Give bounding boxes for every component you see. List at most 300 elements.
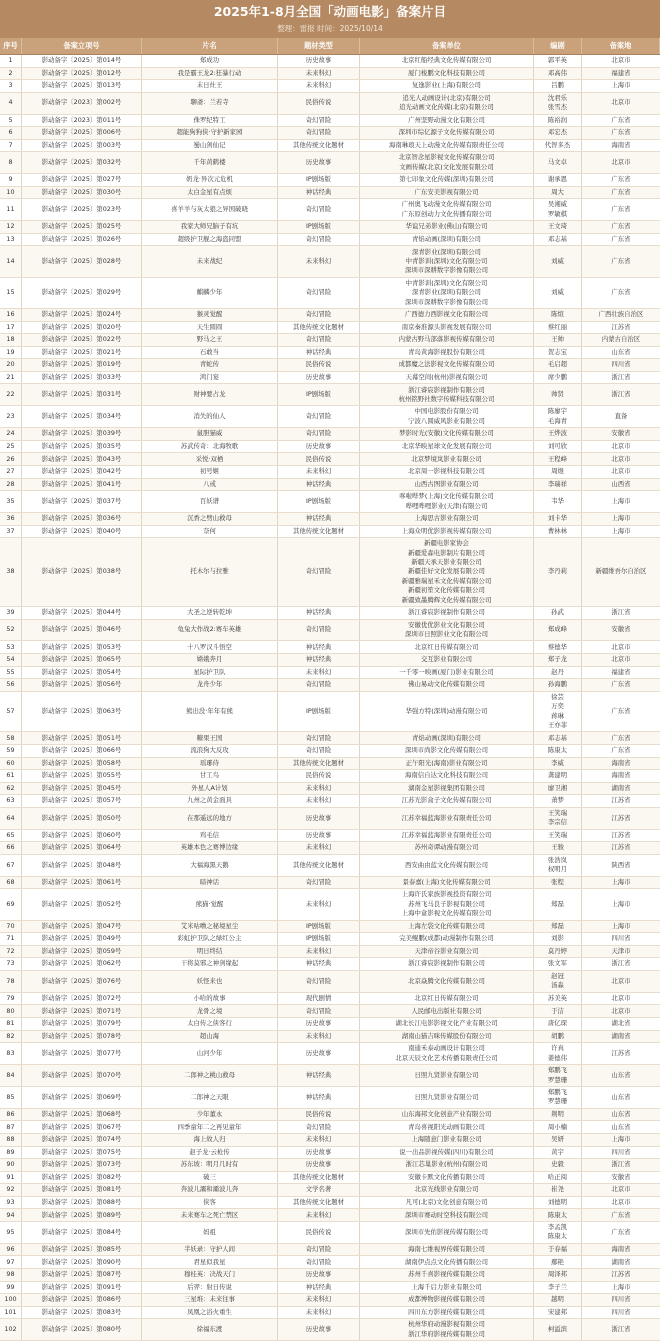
cell-title: 喜羊羊与灰太狼之异国破晓: [142, 199, 278, 220]
cell-writer-line: 邓宏杰: [547, 128, 568, 137]
cell-location: 广东省: [611, 234, 631, 243]
cell-writer-line: 毛启超: [547, 360, 568, 369]
cell-unit-line: 新疆电影家协会: [424, 539, 469, 548]
cell-genre: 民俗传说: [278, 1109, 360, 1121]
table-row: [0, 1018, 660, 1031]
table-row: [0, 1269, 660, 1282]
cell-record-no: 影动备字〔2025〕第051号: [22, 732, 142, 744]
cell-title: 野马之王: [142, 334, 278, 346]
cell-unit: [360, 93, 534, 114]
cell-unit-line: 浙江芯巢影业(杭州)有限公司: [405, 1160, 488, 1169]
cell-genre: 民俗传说: [278, 359, 360, 371]
cell-unit-line: 青岛黄海影视股份有限公司: [408, 347, 485, 356]
cell-writer-line: 刘德明: [547, 1197, 568, 1206]
cell-unit-line: 江苏幸福蓝海影业有限责任公司: [401, 813, 492, 822]
cell-unit: [360, 783, 534, 795]
cell-location: 山东省: [611, 1092, 631, 1101]
cell-writer-line: 龚建明: [547, 771, 568, 780]
cell-index: 93: [0, 1197, 22, 1209]
cell-genre: 历史故事: [278, 55, 360, 67]
cell-unit: [360, 993, 534, 1005]
cell-writer: [534, 466, 582, 478]
cell-unit: [360, 620, 534, 641]
table-row: [0, 526, 660, 539]
table-row: [0, 221, 660, 234]
cell-writer: [534, 93, 582, 114]
cell-title: 奶龙·异次元危机: [142, 174, 278, 186]
cell-writer-line: 周大: [551, 187, 564, 196]
cell-index: 1: [0, 55, 22, 67]
cell-writer-line: 代智多杰: [544, 140, 571, 149]
cell-unit-line: 上海思古影业有限公司: [414, 514, 479, 523]
cell-index: 35: [0, 491, 22, 512]
cell-writer: [534, 1087, 582, 1108]
cell-genre: 神话经典: [278, 607, 360, 619]
cell-writer-line: 蔡德华: [547, 642, 568, 651]
cell-unit: [360, 406, 534, 427]
cell-location: 浙江省: [611, 390, 631, 399]
cell-index: 37: [0, 526, 22, 538]
cell-writer: [534, 770, 582, 782]
cell-writer-line: 萧梦: [551, 796, 564, 805]
cell-unit-line: 天津帝谷影业有限公司: [414, 946, 479, 955]
cell-unit: [360, 1109, 534, 1121]
cell-writer-line: 王亦菲: [547, 720, 568, 729]
cell-record-no: 影动备字〔2025〕第058号: [22, 758, 142, 770]
cell-title: 龙舟少年: [142, 679, 278, 691]
cell-index: 52: [0, 620, 22, 641]
cell-index: 85: [0, 1087, 22, 1108]
table-row: [0, 971, 660, 993]
cell-index: 20: [0, 359, 22, 371]
cell-title: 干将莫邪之神剑缘起: [142, 958, 278, 970]
cell-unit: [360, 1005, 534, 1017]
cell-location: 海南省: [611, 758, 631, 767]
cell-index: 61: [0, 770, 22, 782]
cell-genre: 历史故事: [278, 1043, 360, 1064]
table-row: [0, 55, 660, 68]
cell-writer-line: 刘威: [551, 256, 564, 265]
cell-title: 君星似我星: [142, 1256, 278, 1268]
cell-genre: 神话经典: [278, 1282, 360, 1294]
cell-genre: 未来科幻: [278, 946, 360, 958]
cell-writer: [534, 1319, 582, 1340]
cell-location: 海南省: [611, 1245, 631, 1254]
cell-index: 99: [0, 1282, 22, 1294]
cell-genre: 奇幻冒险: [278, 278, 360, 308]
cell-record-no: 影动备字〔2025〕第033号: [22, 372, 142, 384]
cell-unit-line: 上海随意门影业有限公司: [411, 1135, 482, 1144]
cell-unit-line: 交互影业有限公司: [420, 655, 473, 664]
cell-writer: [534, 654, 582, 666]
cell-unit-line: 中国电影股份有限公司: [414, 407, 479, 416]
cell-index: 60: [0, 758, 22, 770]
cell-record-no: 影动备字〔2025〕第076号: [22, 971, 142, 992]
cell-unit-line: 南通禾泰动画设计有限公司: [408, 1044, 485, 1053]
cell-record-no: 影动备字〔2025〕第081号: [22, 1184, 142, 1196]
cell-genre: 未来科幻: [278, 466, 360, 478]
cell-location: 北京市: [611, 158, 631, 167]
cell-index: 4: [0, 93, 22, 114]
cell-writer: [534, 607, 582, 619]
cell-writer: [534, 127, 582, 139]
cell-unit-line: 日照九贤影业有限公司: [414, 1070, 479, 1079]
cell-genre: 神话经典: [278, 641, 360, 653]
cell-unit-line: 北京红日传媒有限公司: [414, 993, 479, 1002]
cell-title: 海上故人归: [142, 1134, 278, 1146]
cell-unit: [360, 278, 534, 308]
cell-location: 广东省: [611, 1227, 631, 1236]
cell-unit-line: 中青影训(深圳)文化有限公司: [405, 278, 488, 287]
cell-location: 江苏省: [611, 1270, 631, 1279]
cell-title: 大福海黑天鹅: [142, 855, 278, 876]
cell-genre: 民俗传说: [278, 770, 360, 782]
cell-record-no: 影动备字〔2025〕第037号: [22, 491, 142, 512]
cell-unit-line: 广西德力西影视文化有限公司: [404, 310, 489, 319]
cell-unit-line: 深青影业(深圳)有限公司: [412, 247, 481, 256]
cell-record-no: 影动备字〔2025〕第067号: [22, 1121, 142, 1133]
cell-unit: [360, 808, 534, 829]
cell-unit: [360, 309, 534, 321]
cell-location: 湖南省: [611, 783, 631, 792]
cell-genre: IP剧场版: [278, 491, 360, 512]
cell-record-no: 影动备字〔2025〕第065号: [22, 654, 142, 666]
cell-location: 广东省: [611, 733, 631, 742]
cell-genre: 历史故事: [278, 808, 360, 829]
cell-writer-line: 罗慧珊: [547, 1075, 568, 1084]
cell-record-no: 影动备字〔2025〕第044号: [22, 607, 142, 619]
cell-index: 36: [0, 513, 22, 525]
table-row: [0, 933, 660, 946]
table-row: [0, 127, 660, 140]
cell-index: 13: [0, 234, 22, 246]
cell-unit: [360, 187, 534, 199]
table-row: [0, 758, 660, 771]
cell-writer: [534, 174, 582, 186]
cell-unit-line: 华强方特(深圳)动漫有限公司: [405, 706, 488, 715]
cell-writer: [534, 993, 582, 1005]
cell-index: 72: [0, 946, 22, 958]
table-row: [0, 278, 660, 309]
cell-writer-line: 李孟凯: [547, 1223, 568, 1232]
cell-unit-line: 景泰嘉(上海)文化传媒有限公司: [402, 877, 491, 886]
cell-unit: [360, 55, 534, 67]
table-row: [0, 428, 660, 441]
cell-unit: [360, 246, 534, 276]
cell-location: 江苏省: [611, 796, 631, 805]
cell-title: 苏东坡：明月几时有: [142, 1159, 278, 1171]
cell-index: 53: [0, 641, 22, 653]
cell-location: 北京市: [611, 56, 631, 65]
cell-title: 我是霸王龙2:狂暴行动: [142, 68, 278, 80]
column-header-title: 片名: [142, 38, 278, 54]
cell-genre: IP剧场版: [278, 221, 360, 233]
cell-genre: 未来科幻: [278, 1134, 360, 1146]
cell-unit-line: 上海许氏家族影视投资有限公司: [401, 890, 492, 899]
cell-index: 94: [0, 1209, 22, 1221]
table-row: [0, 538, 660, 607]
table-row: [0, 795, 660, 808]
cell-writer: [534, 958, 582, 970]
cell-writer: [534, 491, 582, 512]
cell-writer-line: 李瑞祥: [547, 479, 568, 488]
cell-location: 上海市: [611, 514, 631, 523]
cell-writer: [534, 55, 582, 67]
cell-writer-line: 王烨波: [547, 429, 568, 438]
cell-unit-line: 海南七维视界传媒有限公司: [408, 1245, 485, 1254]
cell-writer-line: 柯溢滨: [547, 1325, 568, 1334]
cell-location: 北京市: [611, 441, 631, 450]
cell-writer: [534, 1209, 582, 1221]
cell-writer: [534, 830, 582, 842]
cell-location: 上海市: [611, 877, 631, 886]
cell-unit: [360, 946, 534, 958]
cell-location: 福建省: [611, 68, 631, 77]
cell-genre: 现代剧情: [278, 993, 360, 1005]
cell-unit-line: 一千零一映画(厦门)影业有限公司: [399, 667, 494, 676]
cell-writer: [534, 783, 582, 795]
cell-unit-line: 第七印象文化传媒(深圳)有限公司: [399, 175, 494, 184]
table-row: [0, 745, 660, 758]
cell-title: 三星堆：未来往事: [142, 1294, 278, 1306]
cell-title: 赵子龙·云枪传: [142, 1147, 278, 1159]
table-row: [0, 641, 660, 654]
cell-writer-line: 李宗信: [547, 818, 568, 827]
cell-record-no: 影动备字〔2025〕第082号: [22, 1172, 142, 1184]
cell-title: 徐福东渡: [142, 1319, 278, 1340]
cell-writer-line: 蔡红丽: [547, 322, 568, 331]
cell-index: 65: [0, 830, 22, 842]
cell-genre: 奇幻冒险: [278, 199, 360, 220]
cell-writer-line: 赵丹: [551, 667, 564, 676]
cell-unit-line: 新疆天承天影业有限公司: [411, 558, 482, 567]
table-row: [0, 1307, 660, 1320]
table-row: [0, 808, 660, 830]
cell-location: 新疆维吾尔自治区: [595, 567, 647, 576]
cell-record-no: 影动备字〔2025〕第030号: [22, 187, 142, 199]
cell-unit: [360, 1134, 534, 1146]
cell-record-no: 影动备字〔2025〕第089号: [22, 1209, 142, 1221]
cell-unit: [360, 441, 534, 453]
cell-genre: 奇幻冒险: [278, 620, 360, 641]
cell-title: 奈何: [142, 526, 278, 538]
cell-index: 57: [0, 692, 22, 732]
cell-unit-line: 杭州华府动漫影视有限公司: [408, 1320, 485, 1329]
cell-unit-line: 深青影业(深圳)有限公司: [412, 288, 481, 297]
cell-genre: 神话经典: [278, 513, 360, 525]
cell-writer: [534, 758, 582, 770]
cell-genre: 未来科幻: [278, 1209, 360, 1221]
cell-location: 内蒙古自治区: [601, 335, 641, 344]
cell-writer: [534, 538, 582, 606]
cell-record-no: 影动备字〔2025〕第072号: [22, 993, 142, 1005]
cell-unit: [360, 1256, 534, 1268]
table-row: [0, 1172, 660, 1185]
cell-unit: [360, 1147, 534, 1159]
cell-writer-line: 徐芸: [551, 692, 564, 701]
cell-writer: [534, 372, 582, 384]
cell-unit-line: 深圳市尚影文化传媒有限公司: [404, 746, 489, 755]
cell-title: 明日终结: [142, 946, 278, 958]
cell-location: 北京市: [611, 454, 631, 463]
cell-unit-line: 哔哩哔哩影业(天津)有限公司: [405, 501, 488, 510]
cell-genre: 历史故事: [278, 372, 360, 384]
cell-genre: 未来科幻: [278, 889, 360, 919]
cell-genre: 未来科幻: [278, 667, 360, 679]
cell-record-no: 影动备字〔2025〕第084号: [22, 1222, 142, 1243]
cell-unit: [360, 758, 534, 770]
cell-index: 2: [0, 68, 22, 80]
cell-record-no: 影动备字〔2025〕第071号: [22, 1005, 142, 1017]
cell-genre: 未来科幻: [278, 1294, 360, 1306]
table-row: [0, 479, 660, 492]
cell-index: 63: [0, 795, 22, 807]
cell-location: 山西省: [611, 479, 631, 488]
cell-title: 熊猫·觉醒: [142, 889, 278, 919]
cell-unit: [360, 334, 534, 346]
cell-unit-line: 中青影训(深圳)文化有限公司: [405, 256, 488, 265]
cell-location: 山东省: [611, 1070, 631, 1079]
cell-unit-line: 海南琳琅天上动漫文化传媒有限责任公司: [388, 140, 505, 149]
cell-unit-line: 新疆初笙文化传媒有限公司: [408, 586, 485, 595]
cell-unit-line: 日照九贤影业有限公司: [414, 1092, 479, 1101]
cell-writer-line: 贺志宝: [547, 347, 568, 356]
cell-record-no: 影动备字〔2025〕第057号: [22, 795, 142, 807]
cell-title: 四季童年二之再见童年: [142, 1121, 278, 1133]
cell-unit: [360, 1087, 534, 1108]
cell-record-no: 影动备字〔2025〕第075号: [22, 1147, 142, 1159]
cell-writer-line: 郑子龙: [547, 655, 568, 664]
cell-writer-line: 陈裕润: [547, 115, 568, 124]
table-row: [0, 1319, 660, 1341]
cell-writer-line: 郑鹏飞: [547, 1088, 568, 1097]
cell-location: 广西壮族自治区: [598, 310, 644, 319]
cell-index: 3: [0, 80, 22, 92]
cell-writer-line: 毛海青: [547, 416, 568, 425]
cell-unit: [360, 538, 534, 606]
cell-writer: [534, 1197, 582, 1209]
cell-unit-line: 广州奥飞动漫文化传媒有限公司: [401, 200, 492, 209]
cell-genre: 奇幻冒险: [278, 971, 360, 992]
cell-writer-line: 谢承恩: [547, 175, 568, 184]
cell-unit-line: 深圳市赛动时空科技有限公司: [404, 1210, 489, 1219]
cell-unit: [360, 877, 534, 889]
cell-writer: [534, 745, 582, 757]
cell-title: 初号姬: [142, 466, 278, 478]
cell-genre: 未来科幻: [278, 80, 360, 92]
cell-index: 55: [0, 667, 22, 679]
cell-unit-line: 苏州奇谭动漫有限公司: [414, 843, 479, 852]
cell-index: 11: [0, 199, 22, 220]
cell-record-no: 影动备字〔2025〕第077号: [22, 1043, 142, 1064]
cell-writer: [534, 199, 582, 220]
cell-title: 百妖谱: [142, 491, 278, 512]
cell-location: 山东省: [611, 1122, 631, 1131]
cell-writer-line: 姜德伟: [547, 1053, 568, 1062]
cell-title: 二郎神之桃山救母: [142, 1065, 278, 1086]
table-row: [0, 140, 660, 153]
cell-unit-line: 上海千启力影业有限公司: [411, 1282, 482, 1291]
cell-title: 糖果王国: [142, 732, 278, 744]
cell-unit: [360, 958, 534, 970]
cell-unit: [360, 68, 534, 80]
cell-writer-line: 曹林林: [547, 526, 568, 535]
table-row: [0, 384, 660, 406]
cell-record-no: 影动备字〔2025〕第029号: [22, 278, 142, 308]
cell-index: 73: [0, 958, 22, 970]
cell-writer-line: 韦华: [551, 496, 564, 505]
cell-location: 北京市: [611, 642, 631, 651]
cell-writer-line: 马文卓: [547, 158, 568, 167]
cell-genre: 未来科幻: [278, 783, 360, 795]
cell-location: 陕西省: [611, 860, 631, 869]
cell-title: 奔波儿灞和灞波儿奔: [142, 1184, 278, 1196]
table-row: [0, 334, 660, 347]
cell-writer: [534, 1018, 582, 1030]
cell-index: 28: [0, 479, 22, 491]
table-row: [0, 1121, 660, 1134]
cell-title: 星际护卫队: [142, 667, 278, 679]
cell-title: 石敢当: [142, 347, 278, 359]
cell-unit-line: 宁波八圆威风影业有限公司: [408, 416, 485, 425]
cell-writer-line: 陈廖宇: [547, 407, 568, 416]
cell-title: 小哈的故事: [142, 993, 278, 1005]
cell-location: 直备: [614, 412, 628, 421]
cell-writer-line: 吴湘威: [547, 200, 568, 209]
cell-unit: [360, 607, 534, 619]
cell-index: 19: [0, 347, 22, 359]
table-row: [0, 654, 660, 667]
cell-genre: 奇幻冒险: [278, 309, 360, 321]
cell-writer: [534, 1256, 582, 1268]
cell-genre: 未来科幻: [278, 246, 360, 276]
cell-title: 千年黄鹤楼: [142, 152, 278, 173]
column-header-index: 序号: [0, 38, 22, 54]
cell-writer-line: 陈康太: [547, 1232, 568, 1241]
table-row: [0, 513, 660, 526]
cell-unit: [360, 1269, 534, 1281]
cell-title: 艾米咕噜之秘境星尘: [142, 921, 278, 933]
table-row: [0, 152, 660, 174]
table-row: [0, 1134, 660, 1147]
cell-writer-line: 李威: [551, 758, 564, 767]
cell-location: 广东省: [611, 680, 631, 689]
cell-unit-line: 上海众明优影影视传媒有限公司: [401, 526, 492, 535]
cell-unit-line: 内蒙古野马部落影视传媒有限公司: [398, 335, 495, 344]
cell-index: 90: [0, 1159, 22, 1171]
column-header-writer: 编剧: [534, 38, 582, 54]
cell-unit: [360, 115, 534, 127]
cell-writer: [534, 428, 582, 440]
cell-writer-line: 蒋琳: [551, 711, 564, 720]
cell-writer: [534, 152, 582, 173]
cell-unit: [360, 234, 534, 246]
cell-unit-line: 北京光线影业有限公司: [414, 1185, 479, 1194]
cell-title: 八戒: [142, 479, 278, 491]
cell-writer-line: 郑鹏飞: [547, 1066, 568, 1075]
cell-title: 嫦娥奔月: [142, 654, 278, 666]
cell-record-no: 影动备字〔2025〕第078号: [22, 1031, 142, 1043]
table-row: [0, 1244, 660, 1257]
cell-genre: 历史故事: [278, 1159, 360, 1171]
cell-record-no: 影动备字〔2025〕第085号: [22, 1244, 142, 1256]
cell-location: 浙江省: [611, 1160, 631, 1169]
cell-writer: [534, 80, 582, 92]
cell-unit-line: 湖南山猫吉咪传媒股份有限公司: [401, 1031, 492, 1040]
cell-record-no: 影动备字〔2025〕第043号: [22, 453, 142, 465]
cell-unit-line: 湖南金星影视集团有限公司: [408, 783, 485, 792]
cell-genre: 神话经典: [278, 187, 360, 199]
